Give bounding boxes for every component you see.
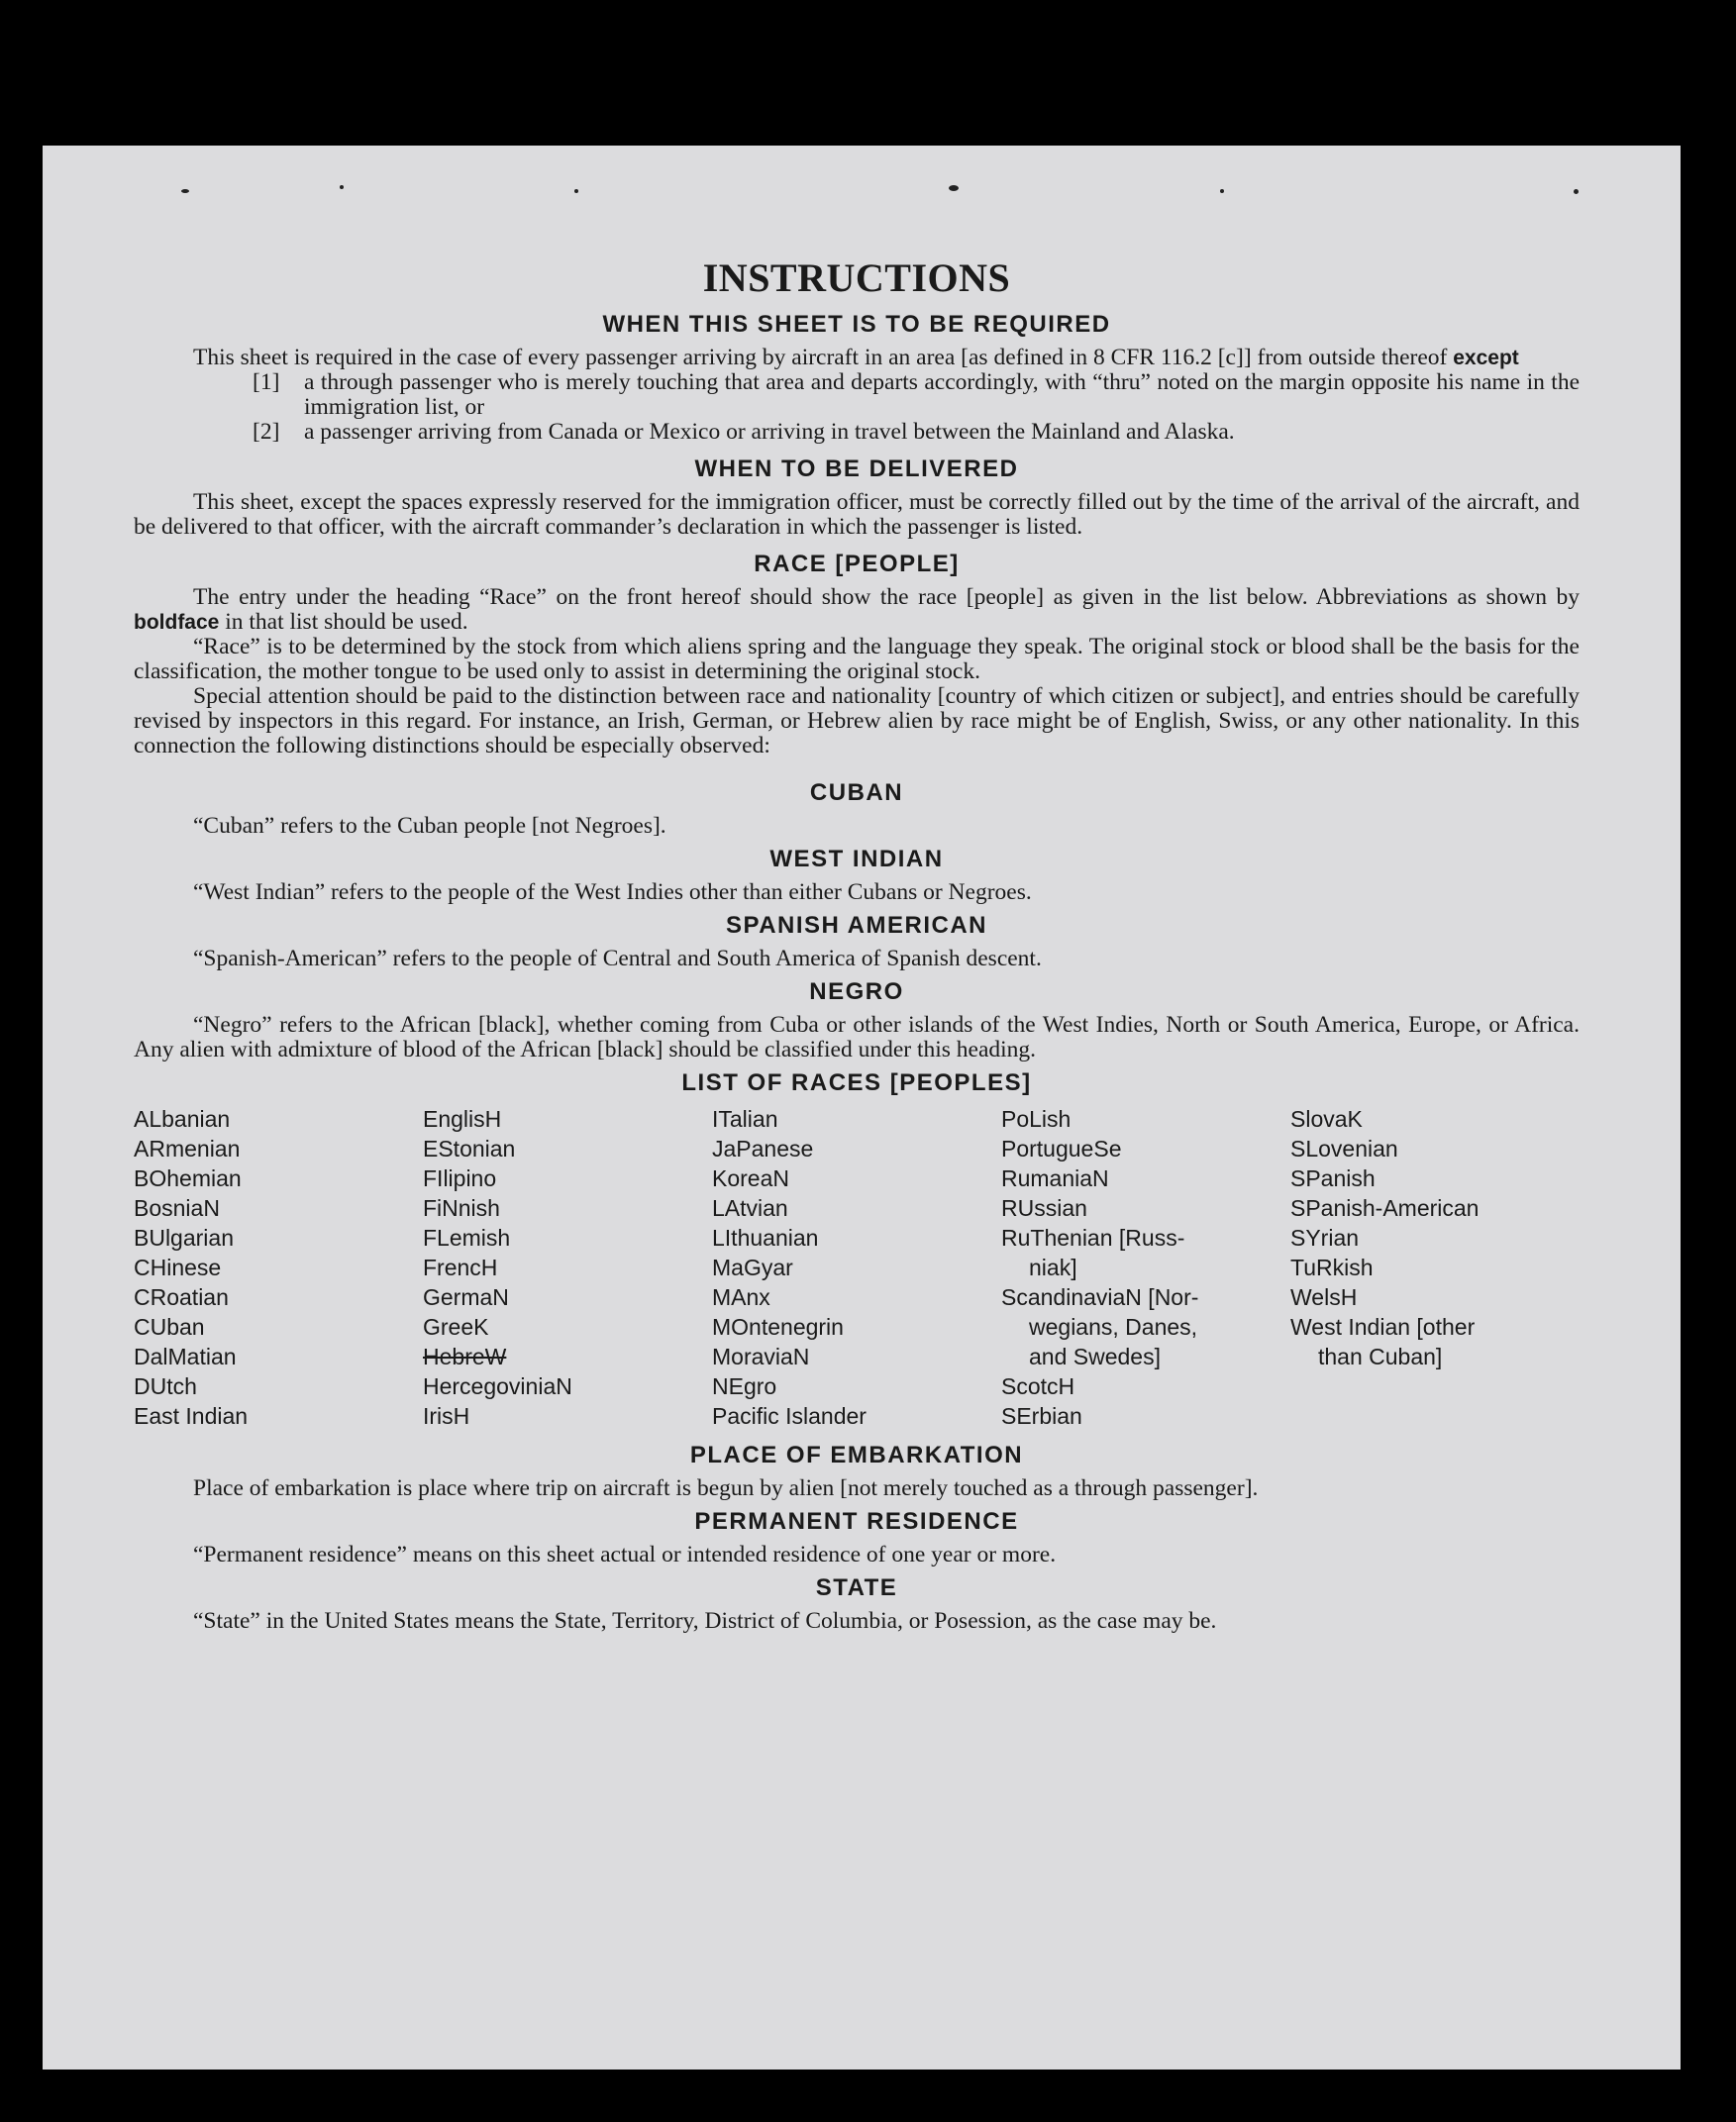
- race-item: ARmenian: [134, 1136, 241, 1162]
- race-item: PoLish: [1001, 1106, 1072, 1132]
- race-item: TuRkish: [1290, 1255, 1374, 1280]
- races-column-1: [134, 1104, 423, 1431]
- race-item: SPanish: [1290, 1165, 1376, 1191]
- race-item: GreeK: [423, 1314, 489, 1340]
- race-item-continued: than Cuban]: [1318, 1344, 1443, 1369]
- race-item: FiNnish: [423, 1195, 500, 1221]
- races-column-4: [1001, 1104, 1290, 1431]
- heading-cuban: CUBAN: [809, 779, 904, 806]
- heading-permanent-residence: PERMANENT RESIDENCE: [694, 1508, 1019, 1535]
- paragraph-embarkation: Place of embarkation is place where trip on aircraft is begun by alien [not merely touched as a through passenger].: [193, 1475, 1259, 1501]
- paragraph-west-indian: “West Indian” refers to the people of the West Indies other than either Cubans or Negroes.: [193, 879, 1032, 905]
- heading-state: STATE: [815, 1574, 898, 1601]
- scan-speck: [949, 185, 959, 191]
- paragraph-when-delivered: This sheet, except the spaces expressly reserved for the immigration officer, must be correctly filled out by the time of the arrival of the aircraft, and be delivered to that officer, with the aircraft commander’s declaration in which the passenger is listed.: [134, 489, 1580, 540]
- race-item: ITalian: [712, 1106, 778, 1132]
- scan-speck: [1220, 189, 1224, 193]
- paragraph-race-3: Special attention should be paid to the distinction between race and nationality [country of which citizen or subject], and entries should be carefully revised by inspectors in this regard. For instance, an Irish, German, or Hebrew alien by race might be of English, Swiss, or any other nationality. In this connection the following distinctions should be especially observed:: [134, 683, 1580, 758]
- race-item: ScotcH: [1001, 1373, 1075, 1399]
- race-item: BosniaN: [134, 1195, 220, 1221]
- race-item: BOhemian: [134, 1165, 242, 1191]
- race-item: ALbanian: [134, 1106, 231, 1132]
- race-item: RumaniaN: [1001, 1165, 1109, 1191]
- race-item-continued: and Swedes]: [1029, 1344, 1161, 1369]
- race-item: SYrian: [1290, 1225, 1360, 1251]
- race-item: KoreaN: [712, 1165, 789, 1191]
- paragraph-spanish-american: “Spanish-American” refers to the people of Central and South America of Spanish descent.: [193, 946, 1042, 971]
- scan-speck: [181, 189, 189, 193]
- races-column-5: [1290, 1104, 1580, 1431]
- race-item: WelsH: [1290, 1284, 1358, 1310]
- race-item: FLemish: [423, 1225, 511, 1251]
- race-item: MOntenegrin: [712, 1314, 844, 1340]
- race-item: CHinese: [134, 1255, 222, 1280]
- paragraph-state: “State” in the United States means the State, Territory, District of Columbia, or Posession, as the case may be.: [193, 1608, 1217, 1634]
- race-item-continued: niak]: [1029, 1255, 1077, 1280]
- race-item: FrencH: [423, 1255, 498, 1280]
- race-item: CRoatian: [134, 1284, 229, 1310]
- races-column-2: [423, 1104, 712, 1431]
- race-item: RuThenian [Russ-: [1001, 1225, 1185, 1251]
- paragraph-negro: “Negro” refers to the African [black], whether coming from Cuba or other islands of the West Indies, North or South America, Europe, or Africa. Any alien with admixture of blood of the African [black] should be classified under this heading.: [134, 1012, 1580, 1062]
- race-item: LIthuanian: [712, 1225, 819, 1251]
- paragraph-race-2: “Race” is to be determined by the stock from which aliens spring and the language they speak. The original stock or blood shall be the basis for the classification, the mother tongue to be used only to assist in determining the original stock.: [134, 634, 1580, 684]
- race-item: EStonian: [423, 1136, 516, 1162]
- list-item: [1] a through passenger who is merely touching that area and departs accordingly, with “thru” noted on the margin opposite his name in the immigration list, or: [253, 369, 1580, 420]
- heading-race: RACE [PEOPLE]: [754, 551, 960, 577]
- heading-list-of-races: LIST OF RACES [PEOPLES]: [681, 1069, 1032, 1096]
- page-title: INSTRUCTIONS: [702, 255, 1011, 300]
- heading-when-delivered: WHEN TO BE DELIVERED: [694, 455, 1019, 482]
- race-item: LAtvian: [712, 1195, 788, 1221]
- race-item: ScandinaviaN [Nor-: [1001, 1284, 1199, 1310]
- race-item: GermaN: [423, 1284, 509, 1310]
- race-item: IrisH: [423, 1403, 470, 1429]
- paragraph-race-1: The entry under the heading “Race” on the front hereof should show the race [people] as given in the list below. Abbreviations as shown by boldface in that list should be used.: [134, 584, 1580, 635]
- heading-west-indian: WEST INDIAN: [769, 846, 944, 872]
- race-item: Pacific Islander: [712, 1403, 867, 1429]
- race-item: West Indian [other: [1290, 1314, 1476, 1340]
- race-item: BUlgarian: [134, 1225, 234, 1251]
- race-item: SlovaK: [1290, 1106, 1363, 1132]
- race-item: RUssian: [1001, 1195, 1087, 1221]
- instructions-content: [134, 254, 1580, 1634]
- race-item: EnglisH: [423, 1106, 502, 1132]
- race-item: SErbian: [1001, 1403, 1082, 1429]
- document-page: [43, 146, 1681, 2070]
- heading-when-required: WHEN THIS SHEET IS TO BE REQUIRED: [602, 311, 1111, 338]
- race-item: CUban: [134, 1314, 205, 1340]
- race-item: FIlipino: [423, 1165, 497, 1191]
- race-item: DalMatian: [134, 1344, 237, 1369]
- race-item: MAnx: [712, 1284, 770, 1310]
- paragraph-permanent-residence: “Permanent residence” means on this sheet actual or intended residence of one year or more.: [193, 1542, 1057, 1567]
- race-item: JaPanese: [712, 1136, 814, 1162]
- scan-speck: [1574, 189, 1579, 194]
- list-item: [2] a passenger arriving from Canada or Mexico or arriving in travel between the Mainland and Alaska.: [253, 419, 1235, 445]
- race-item-continued: wegians, Danes,: [1029, 1314, 1198, 1340]
- heading-embarkation: PLACE OF EMBARKATION: [689, 1442, 1024, 1468]
- heading-spanish-american: SPANISH AMERICAN: [725, 912, 987, 939]
- race-item-struck: HebreW: [423, 1344, 507, 1369]
- race-item: HercegoviniaN: [423, 1373, 572, 1399]
- scan-speck: [340, 185, 344, 189]
- heading-negro: NEGRO: [809, 978, 904, 1005]
- race-item: MoraviaN: [712, 1344, 810, 1369]
- paragraph-cuban: “Cuban” refers to the Cuban people [not Negroes].: [193, 813, 666, 839]
- race-item: PortugueSe: [1001, 1136, 1122, 1162]
- race-item: DUtch: [134, 1373, 197, 1399]
- scan-speck: [574, 189, 578, 193]
- races-column-3: [712, 1104, 1001, 1431]
- race-item: East Indian: [134, 1403, 249, 1429]
- race-item: SPanish-American: [1290, 1195, 1480, 1221]
- races-list: [134, 1104, 1580, 1431]
- race-item: MaGyar: [712, 1255, 793, 1280]
- race-item: NEgro: [712, 1373, 777, 1399]
- race-item: SLovenian: [1290, 1136, 1398, 1162]
- paragraph-when-required: This sheet is required in the case of every passenger arriving by aircraft in an area [as defined in 8 CFR 116.2 [c]] from outside thereof except: [193, 345, 1519, 370]
